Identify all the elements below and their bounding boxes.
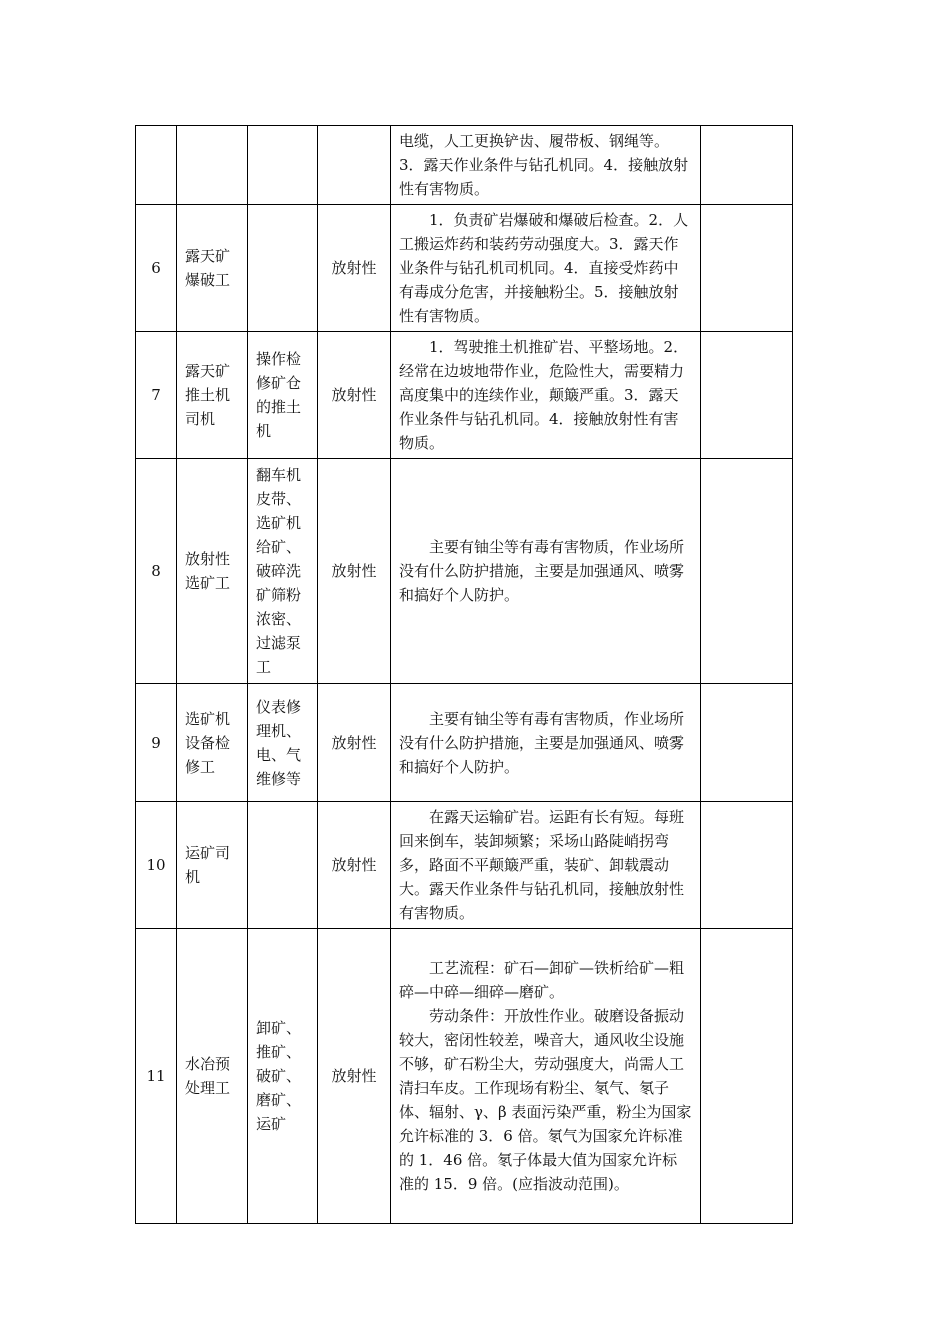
hazard-category-cell: 放射性	[318, 929, 391, 1224]
hazard-category-cell	[318, 126, 391, 205]
condition-paragraph: 工艺流程：矿石—卸矿—铁析给矿—粗碎—中碎—细碎—磨矿。	[399, 959, 685, 1001]
job-title-cell	[177, 126, 248, 205]
remarks-cell	[701, 802, 793, 929]
work-condition-cell	[391, 684, 701, 802]
condition-paragraph: 主要有铀尘等有毒有害物质，作业场所没有什么防护措施，主要是加强通风、喷雾和搞好个人防护。	[399, 709, 685, 776]
condition-paragraph: 主要有铀尘等有毒有害物质，作业场所没有什么防护措施，主要是加强通风、喷雾和搞好个人防护。	[399, 538, 685, 604]
remarks-cell	[701, 684, 793, 802]
hazard-category-cell: 放射性	[318, 802, 391, 929]
condition-paragraph: 电缆，人工更换铲齿、履带板、钢绳等。3．露天作业条件与钻孔机同。4．接触放射性有害物质。	[399, 132, 689, 198]
table-row	[136, 684, 793, 802]
work-condition-cell	[391, 205, 701, 332]
condition-paragraph: 劳动条件：开放性作业。破磨设备振动较大，密闭性较差，噪音大，通风收尘设施不够，矿石粉尘大，劳动强度大，尚需人工清扫车皮。工作现场有粉尘、氡气、氡子体、辐射、γ、β 表面污染严重，粉尘为国家允许标准的 3．6 倍。氡气为国家允许标准的 1．46 倍。氡子体最大值为国家允许标准的 15．9 倍。(应指波动范围)。	[399, 1007, 692, 1193]
hazard-category-cell: 放射性	[318, 205, 391, 332]
job-title-cell: 水冶预处理工	[177, 929, 248, 1224]
remarks-cell	[701, 929, 793, 1224]
condition-paragraph: 在露天运输矿岩。运距有长有短。每班回来倒车，装卸频繁；采场山路陡峭拐弯多，路面不平颠簸严重，装矿、卸载震动大。露天作业条件与钻孔机同，接触放射性有害物质。	[399, 808, 685, 922]
work-scope-cell: 操作检修矿仓的推土机	[248, 332, 318, 459]
row-number-cell: 10	[136, 802, 177, 929]
work-scope-cell: 仪表修理机、电、气维修等	[248, 684, 318, 802]
row-number-cell: 8	[136, 459, 177, 684]
table-row	[136, 332, 793, 459]
work-scope-cell	[248, 126, 318, 205]
row-number-cell: 7	[136, 332, 177, 459]
work-condition-cell	[391, 126, 701, 205]
row-number-cell: 6	[136, 205, 177, 332]
remarks-cell	[701, 126, 793, 205]
hazard-category-cell: 放射性	[318, 684, 391, 802]
work-condition-cell	[391, 929, 701, 1224]
work-condition-cell	[391, 332, 701, 459]
work-condition-cell	[391, 802, 701, 929]
hazard-category-cell: 放射性	[318, 332, 391, 459]
remarks-cell	[701, 332, 793, 459]
table-row	[136, 459, 793, 684]
work-condition-cell	[391, 459, 701, 684]
hazard-category-cell: 放射性	[318, 459, 391, 684]
job-title-cell: 露天矿爆破工	[177, 205, 248, 332]
job-title-cell: 运矿司机	[177, 802, 248, 929]
work-scope-cell: 翻车机皮带、选矿机给矿、破碎洗矿筛粉浓密、过滤泵工	[248, 459, 318, 684]
row-number-cell	[136, 126, 177, 205]
job-title-cell: 放射性选矿工	[177, 459, 248, 684]
work-scope-cell: 卸矿、推矿、破矿、磨矿、运矿	[248, 929, 318, 1224]
condition-paragraph: 1．负责矿岩爆破和爆破后检查。2．人工搬运炸药和装药劳动强度大。3．露天作业条件与钻孔机司机同。4．直接受炸药中有毒成分危害，并接触粉尘。5．接触放射性有害物质。	[399, 211, 689, 325]
work-scope-cell	[248, 205, 318, 332]
remarks-cell	[701, 205, 793, 332]
table-row	[136, 126, 793, 205]
job-title-cell: 露天矿推土机司机	[177, 332, 248, 459]
remarks-cell	[701, 459, 793, 684]
table-row	[136, 205, 793, 332]
row-number-cell: 11	[136, 929, 177, 1224]
table-row	[136, 802, 793, 929]
work-scope-cell	[248, 802, 318, 929]
job-title-cell: 选矿机设备检修工	[177, 684, 248, 802]
occupation-table	[135, 125, 793, 1224]
row-number-cell: 9	[136, 684, 177, 802]
table-row	[136, 929, 793, 1224]
condition-paragraph: 1．驾驶推土机推矿岩、平整场地。2．经常在边坡地带作业，危险性大，需要精力高度集中的连续作业，颠簸严重。3．露天作业条件与钻孔机同。4．接触放射性有害物质。	[399, 338, 689, 452]
